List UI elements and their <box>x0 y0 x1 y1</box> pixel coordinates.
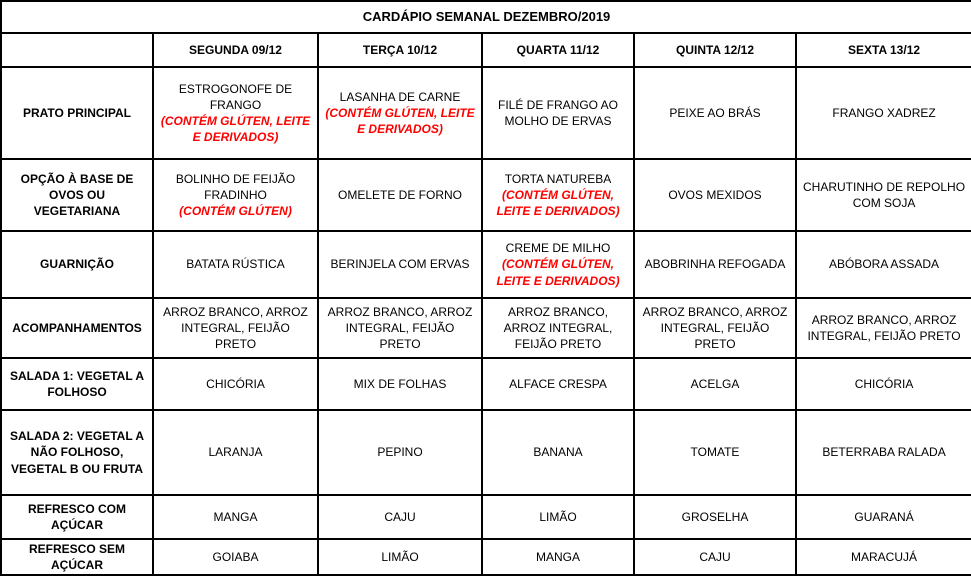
menu-cell <box>796 539 971 575</box>
row-label-salada-1: SALADA 1: VEGETAL A FOLHOSO <box>1 358 153 410</box>
title-row <box>1 1 971 33</box>
table-row-opcao-vegetariana <box>1 159 971 231</box>
dish-name: BANANA <box>533 445 583 460</box>
dish-name: ARROZ BRANCO, ARROZ INTEGRAL, FEIJÃO PRETO <box>327 304 473 352</box>
menu-cell <box>796 231 971 298</box>
menu-cell <box>482 67 634 159</box>
dish-name: OVOS MEXIDOS <box>668 187 762 202</box>
menu-cell <box>634 495 796 539</box>
menu-cell <box>318 539 482 575</box>
menu-cell <box>796 358 971 410</box>
day-header-row <box>1 33 971 67</box>
dish-name: FILÉ DE FRANGO AO MOLHO DE ERVAS <box>497 97 619 128</box>
row-label-salada-2: SALADA 2: VEGETAL A NÃO FOLHOSO, VEGETAL B OU FRUTA <box>1 410 153 495</box>
menu-cell <box>796 159 971 231</box>
menu-cell <box>634 358 796 410</box>
allergen-warning: (CONTÉM GLÚTEN, LEITE E DERIVADOS) <box>496 257 620 288</box>
menu-cell <box>318 159 482 231</box>
dish-name: ARROZ BRANCO, ARROZ INTEGRAL, FEIJÃO PRETO <box>642 304 788 352</box>
dish-name: ACELGA <box>690 376 740 391</box>
dish-name: CAJU <box>384 509 416 524</box>
dish-name: ABÓBORA ASSADA <box>829 257 940 272</box>
day-header-sexta: SEXTA 13/12 <box>796 33 971 67</box>
table-row-guarnicao <box>1 231 971 298</box>
dish-name: ARROZ BRANCO, ARROZ INTEGRAL, FEIJÃO PRETO <box>503 304 613 352</box>
row-label-opcao-vegetariana: OPÇÃO À BASE DE OVOS OU VEGETARIANA <box>1 159 153 231</box>
menu-cell <box>482 495 634 539</box>
allergen-warning: (CONTÉM GLÚTEN, LEITE E DERIVADOS) <box>496 187 620 219</box>
menu-cell <box>153 298 318 358</box>
dish-name: TORTA NATUREBA <box>504 171 612 186</box>
menu-cell <box>634 67 796 159</box>
menu-cell <box>796 67 971 159</box>
menu-cell <box>318 358 482 410</box>
row-label-guarnicao: GUARNIÇÃO <box>1 231 153 298</box>
row-label-refresco-com-acucar: REFRESCO COM AÇÚCAR <box>1 495 153 539</box>
dish-name: PEIXE AO BRÁS <box>669 105 761 120</box>
day-header-segunda: SEGUNDA 09/12 <box>153 33 318 67</box>
dish-name: MARACUJÁ <box>851 550 918 565</box>
menu-cell <box>796 298 971 358</box>
dish-name: CREME DE MILHO <box>505 241 611 256</box>
menu-cell <box>482 539 634 575</box>
dish-name: GUARANÁ <box>854 509 914 524</box>
row-label-acompanhamentos: ACOMPANHAMENTOS <box>1 298 153 358</box>
menu-cell <box>796 495 971 539</box>
table-row-salada-1 <box>1 358 971 410</box>
dish-name: PEPINO <box>377 445 423 460</box>
menu-cell <box>482 410 634 495</box>
day-header-quinta: QUINTA 12/12 <box>634 33 796 67</box>
menu-cell <box>482 159 634 231</box>
menu-cell <box>153 358 318 410</box>
table-row-salada-2 <box>1 410 971 495</box>
dish-name: ESTROGONOFE DE FRANGO <box>178 81 293 112</box>
dish-name: FRANGO XADREZ <box>832 105 936 120</box>
dish-name: BATATA RÚSTICA <box>186 257 285 272</box>
menu-cell <box>318 231 482 298</box>
row-label-prato-principal: PRATO PRINCIPAL <box>1 67 153 159</box>
menu-cell <box>482 358 634 410</box>
menu-cell <box>634 539 796 575</box>
allergen-warning: (CONTÉM GLÚTEN) <box>179 204 292 219</box>
menu-cell <box>634 159 796 231</box>
dish-name: LIMÃO <box>539 509 577 524</box>
dish-name: ARROZ BRANCO, ARROZ INTEGRAL, FEIJÃO PRETO <box>163 304 308 352</box>
dish-name: MANGA <box>213 509 258 524</box>
menu-cell <box>482 231 634 298</box>
dish-name: ALFACE CRESPA <box>509 376 607 391</box>
menu-cell <box>318 67 482 159</box>
dish-name: LARANJA <box>208 445 263 460</box>
menu-cell <box>153 159 318 231</box>
dish-name: ARROZ BRANCO, ARROZ INTEGRAL, FEIJÃO PRETO <box>807 312 961 343</box>
allergen-warning: (CONTÉM GLÚTEN, LEITE E DERIVADOS) <box>160 114 311 145</box>
table-row-acompanhamentos <box>1 298 971 358</box>
dish-name: MIX DE FOLHAS <box>353 376 447 391</box>
menu-cell <box>318 495 482 539</box>
menu-cell <box>634 298 796 358</box>
menu-cell <box>796 410 971 495</box>
dish-name: LASANHA DE CARNE <box>339 89 461 104</box>
menu-cell <box>153 231 318 298</box>
menu-cell <box>482 298 634 358</box>
dish-name: GROSELHA <box>681 509 749 524</box>
dish-name: TOMATE <box>690 445 740 460</box>
dish-name: CHARUTINHO DE REPOLHO COM SOJA <box>803 179 966 210</box>
dish-name: CHICÓRIA <box>854 376 914 391</box>
dish-name: OMELETE DE FORNO <box>337 187 462 202</box>
table-row-refresco-sem-acucar <box>1 539 971 575</box>
table-row-prato-principal <box>1 67 971 159</box>
menu-cell <box>153 410 318 495</box>
dish-name: GOIABA <box>212 550 259 565</box>
dish-name: LIMÃO <box>381 550 419 565</box>
day-header-terca: TERÇA 10/12 <box>318 33 482 67</box>
menu-cell <box>153 67 318 159</box>
dish-name: MANGA <box>535 550 580 565</box>
corner-empty-cell <box>1 33 153 67</box>
dish-name: CAJU <box>699 550 731 565</box>
menu-cell <box>318 410 482 495</box>
allergen-warning: (CONTÉM GLÚTEN, LEITE E DERIVADOS) <box>325 105 475 137</box>
row-label-refresco-sem-acucar: REFRESCO SEM AÇÚCAR <box>1 539 153 575</box>
menu-cell <box>153 495 318 539</box>
menu-cell <box>318 298 482 358</box>
menu-cell <box>153 539 318 575</box>
menu-cell <box>634 410 796 495</box>
dish-name: BOLINHO DE FEIJÃO FRADINHO <box>175 171 296 202</box>
dish-name: CHICÓRIA <box>206 376 265 391</box>
dish-name: ABOBRINHA REFOGADA <box>644 257 786 272</box>
dish-name: BETERRABA RALADA <box>822 445 946 460</box>
table-row-refresco-com-acucar <box>1 495 971 539</box>
menu-cell <box>634 231 796 298</box>
day-header-quarta: QUARTA 11/12 <box>482 33 634 67</box>
dish-name: BERINJELA COM ERVAS <box>330 257 470 272</box>
table-title: CARDÁPIO SEMANAL DEZEMBRO/2019 <box>1 1 971 33</box>
